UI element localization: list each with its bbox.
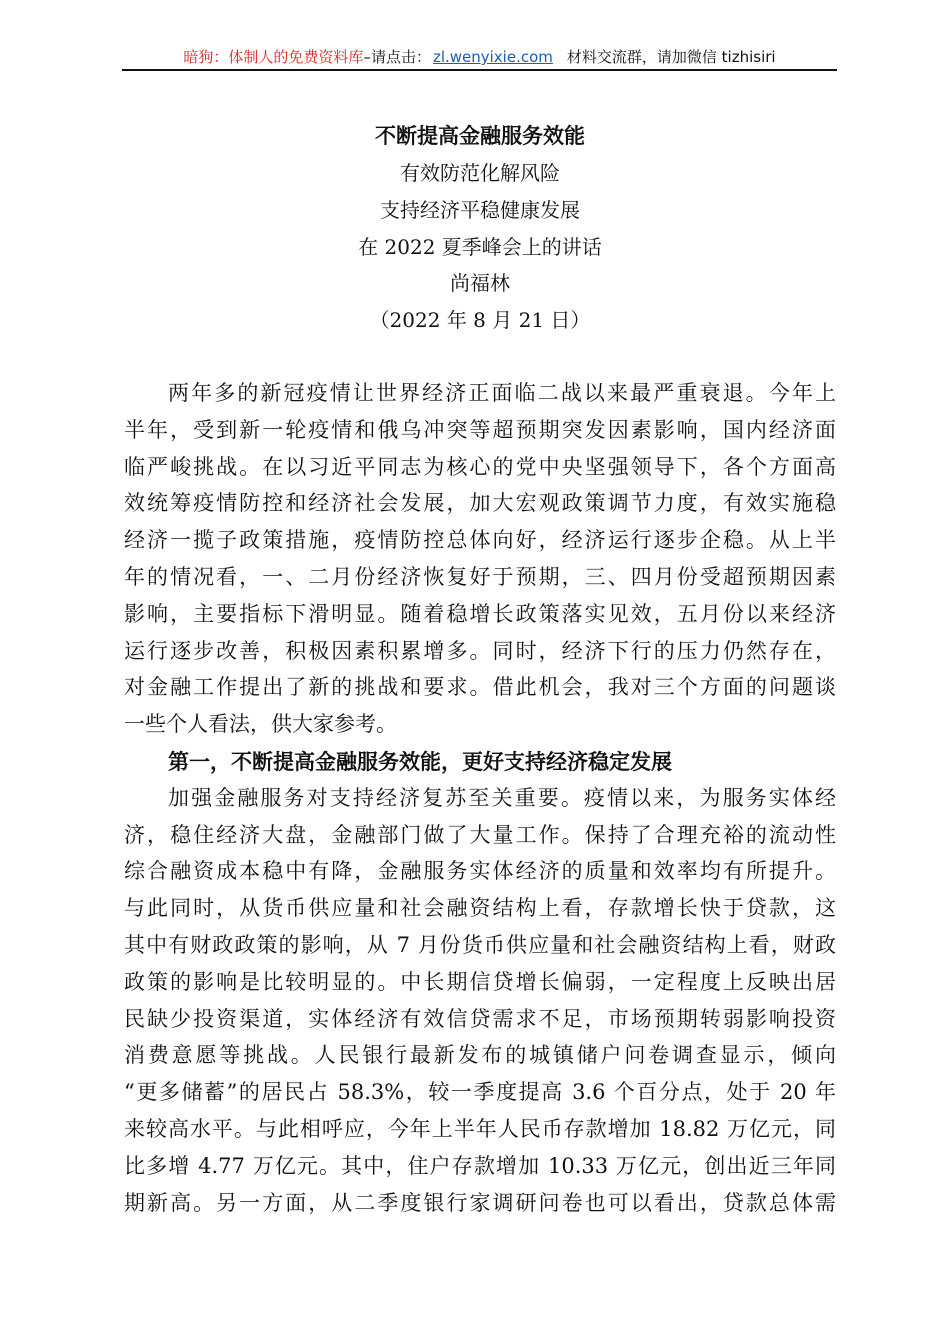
contact-text: 材料交流群，请加微信 tizhisiri	[566, 48, 776, 66]
para1-line: 半年，受到新一轮疫情和俄乌冲突等超预期突发因素影响，国内经济面	[124, 417, 836, 442]
para2-line: 综合融资成本稳中有降，金融服务实体经济的质量和效率均有所提升。	[124, 859, 836, 884]
para2-line: 比多增 4.77 万亿元。其中，住户存款增加 10.33 万亿元，创出近三年同	[124, 1153, 836, 1178]
para2-line: 消费意愿等挑战。人民银行最新发布的城镇储户问卷调查显示，倾向	[124, 1043, 836, 1068]
para2-line: 政策的影响是比较明显的。中长期信贷增长偏弱，一定程度上反映出居	[124, 969, 836, 994]
para2-line: 来较高水平。与此相呼应，今年上半年人民币存款增加 18.82 万亿元，同	[124, 1116, 836, 1141]
para1-line: 效统筹疫情防控和经济社会发展，加大宏观政策调节力度，有效实施稳	[124, 491, 836, 516]
para1-line: 年的情况看，一、二月份经济恢复好于预期，三、四月份受超预期因素	[124, 564, 836, 589]
para2-line: 济，稳住经济大盘，金融部门做了大量工作。保持了合理充裕的流动性	[124, 822, 836, 847]
doc-subtitle-1: 有效防范化解风险	[400, 161, 560, 185]
para2-line: 与此同时，从货币供应量和社会融资结构上看，存款增长快于贷款，这	[124, 896, 836, 921]
doc-title: 不断提高金融服务效能	[375, 123, 585, 148]
para2-line: 民缺少投资渠道，实体经济有效信贷需求不足，市场预期转弱影响投资	[124, 1006, 836, 1031]
para2-line: 期新高。另一方面，从二季度银行家调研问卷也可以看出，贷款总体需	[124, 1190, 836, 1215]
promo-text: 暗狗：体制人的免费资料库	[183, 48, 364, 66]
para2-line: 其中有财政政策的影响，从 7 月份货币供应量和社会融资结构上看，财政	[124, 932, 836, 957]
header-divider	[122, 69, 837, 71]
click-prompt: –请点击：	[363, 48, 431, 66]
doc-occasion: 在 2022 夏季峰会上的讲话	[358, 235, 602, 259]
doc-body	[124, 380, 836, 1226]
para1-line: 运行逐步改善，积极因素积累增多。同时，经济下行的压力仍然存在，	[124, 638, 836, 663]
section-heading: 第一，不断提高金融服务效能，更好支持经济稳定发展	[168, 748, 672, 774]
doc-author: 尚福林	[450, 271, 510, 295]
para1-line: 临严峻挑战。在以习近平同志为核心的党中央坚强领导下，各个方面高	[124, 454, 836, 479]
para1-line: 一些个人看法，供大家参考。	[124, 712, 397, 737]
doc-subtitle-2: 支持经济平稳健康发展	[380, 198, 580, 222]
para2-line: “更多储蓄”的居民占 58.3%，较一季度提高 3.6 个百分点，处于 20 年	[124, 1080, 836, 1105]
para1-line: 经济一揽子政策措施，疫情防控总体向好，经济运行逐步企稳。从上半	[124, 528, 836, 553]
para1-line: 影响，主要指标下滑明显。随着稳增长政策落实见效，五月份以来经济	[124, 601, 836, 626]
doc-date: （2022 年 8 月 21 日）	[369, 308, 591, 332]
website-link[interactable]: zl.wenyixie.com	[432, 48, 553, 66]
para2-line: 加强金融服务对支持经济复苏至关重要。疫情以来，为服务实体经	[168, 785, 836, 810]
para1-line: 对金融工作提出了新的挑战和要求。借此机会，我对三个方面的问题谈	[124, 675, 836, 700]
para1-line: 两年多的新冠疫情让世界经济正面临二战以来最严重衰退。今年上	[168, 381, 836, 405]
page-header-banner	[122, 46, 837, 68]
